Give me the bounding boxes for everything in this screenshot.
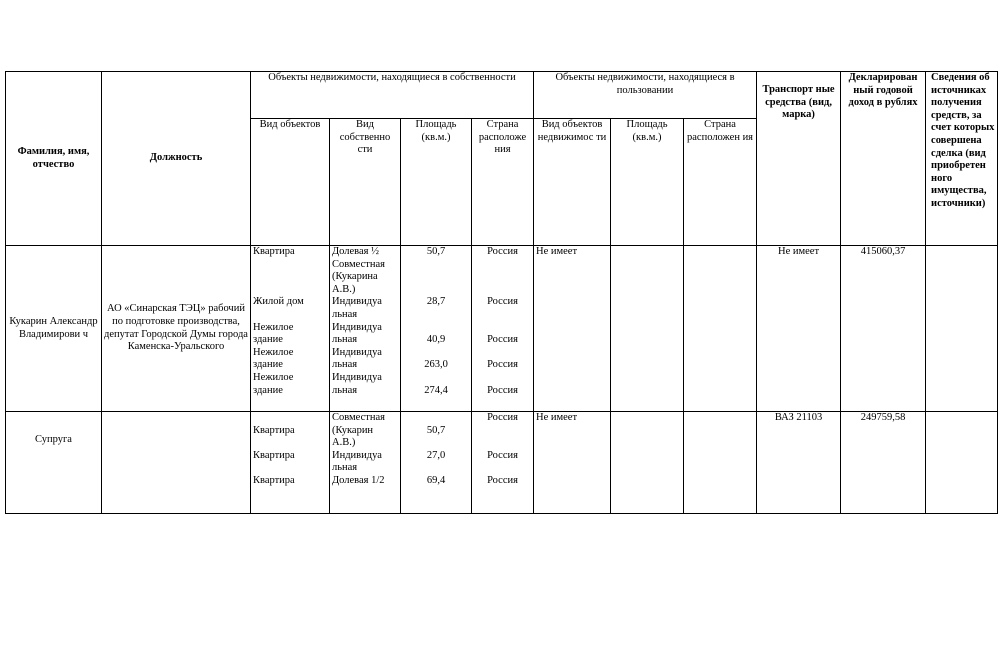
header-owned-type: Вид объектов (251, 119, 330, 246)
header-fio: Фамилия, имя, отчество (6, 72, 102, 246)
owned-ownership-text: Долевая ½ Совместная (Кукарина А.В.) Индивидуа льная Индивидуа льная Индивидуа льная Индивидуа льная (332, 246, 385, 396)
transport-value: Не имеет (757, 246, 841, 412)
header-sources: Сведения об источниках получения средств, за счет которых совершена сделка (вид приобретен ного имущества, источники) (926, 72, 998, 246)
owned-ownership-text: Совместная (Кукарин А.В.) Индивидуа льная Долевая 1/2 (332, 412, 385, 486)
sources-value (926, 412, 998, 514)
owned-countries-text: Россия Россия Россия Россия Россия (487, 246, 518, 396)
used-country (684, 246, 757, 412)
header-owned-area: Площадь (кв.м.) (401, 119, 472, 246)
header-transport: Транспорт ные средства (вид, марка) (757, 72, 841, 246)
owned-countries (472, 412, 534, 514)
used-area (611, 412, 684, 514)
used-country (684, 412, 757, 514)
owned-ownership (330, 246, 401, 412)
owned-types-text: Квартира Квартира Квартира (253, 424, 295, 486)
header-used-area: Площадь (кв.м.) (611, 119, 684, 246)
income-value: 249759,58 (841, 412, 926, 514)
owned-ownership (330, 412, 401, 514)
header-used-group: Объекты недвижимости, находящиеся в пользовании (534, 72, 757, 119)
table-row (6, 412, 998, 514)
owned-countries (472, 246, 534, 412)
owned-types-text: Квартира Жилой дом Нежилое здание Нежилое здание Нежилое здание (253, 246, 304, 396)
owned-areas-text: 50,7 28,7 40,9 263,0 274,4 (424, 246, 448, 396)
income-value: 415060,37 (841, 246, 926, 412)
owned-areas (401, 412, 472, 514)
person-position: АО «Синарская ТЭЦ» рабочий по подготовке производства, депутат Городской Думы города Каменска-Уральского (102, 246, 251, 412)
sources-value (926, 246, 998, 412)
owned-countries-text: Россия Россия Россия (487, 412, 518, 486)
person-name: Супруга (6, 412, 102, 514)
owned-types (251, 412, 330, 514)
header-owned-ownership: Вид собственно сти (330, 119, 401, 246)
header-owned-country: Страна расположе ния (472, 119, 534, 246)
person-name: Кукарин Александр Владимирови ч (6, 246, 102, 412)
header-row-top (6, 72, 998, 119)
header-used-type: Вид объектов недвижимос ти (534, 119, 611, 246)
header-used-country: Страна расположен ия (684, 119, 757, 246)
owned-areas (401, 246, 472, 412)
used-type: Не имеет (534, 246, 611, 412)
header-owned-group: Объекты недвижимости, находящиеся в собственности (251, 72, 534, 119)
header-income: Декларирован ный годовой доход в рублях (841, 72, 926, 246)
declaration-document (5, 71, 997, 514)
used-type: Не имеет (534, 412, 611, 514)
owned-areas-text: 50,7 27,0 69,4 (426, 424, 446, 486)
transport-value: ВАЗ 21103 (757, 412, 841, 514)
table-row (6, 246, 998, 412)
owned-types (251, 246, 330, 412)
declaration-table (5, 71, 998, 514)
person-position (102, 412, 251, 514)
used-area (611, 246, 684, 412)
header-position: Должность (102, 72, 251, 246)
